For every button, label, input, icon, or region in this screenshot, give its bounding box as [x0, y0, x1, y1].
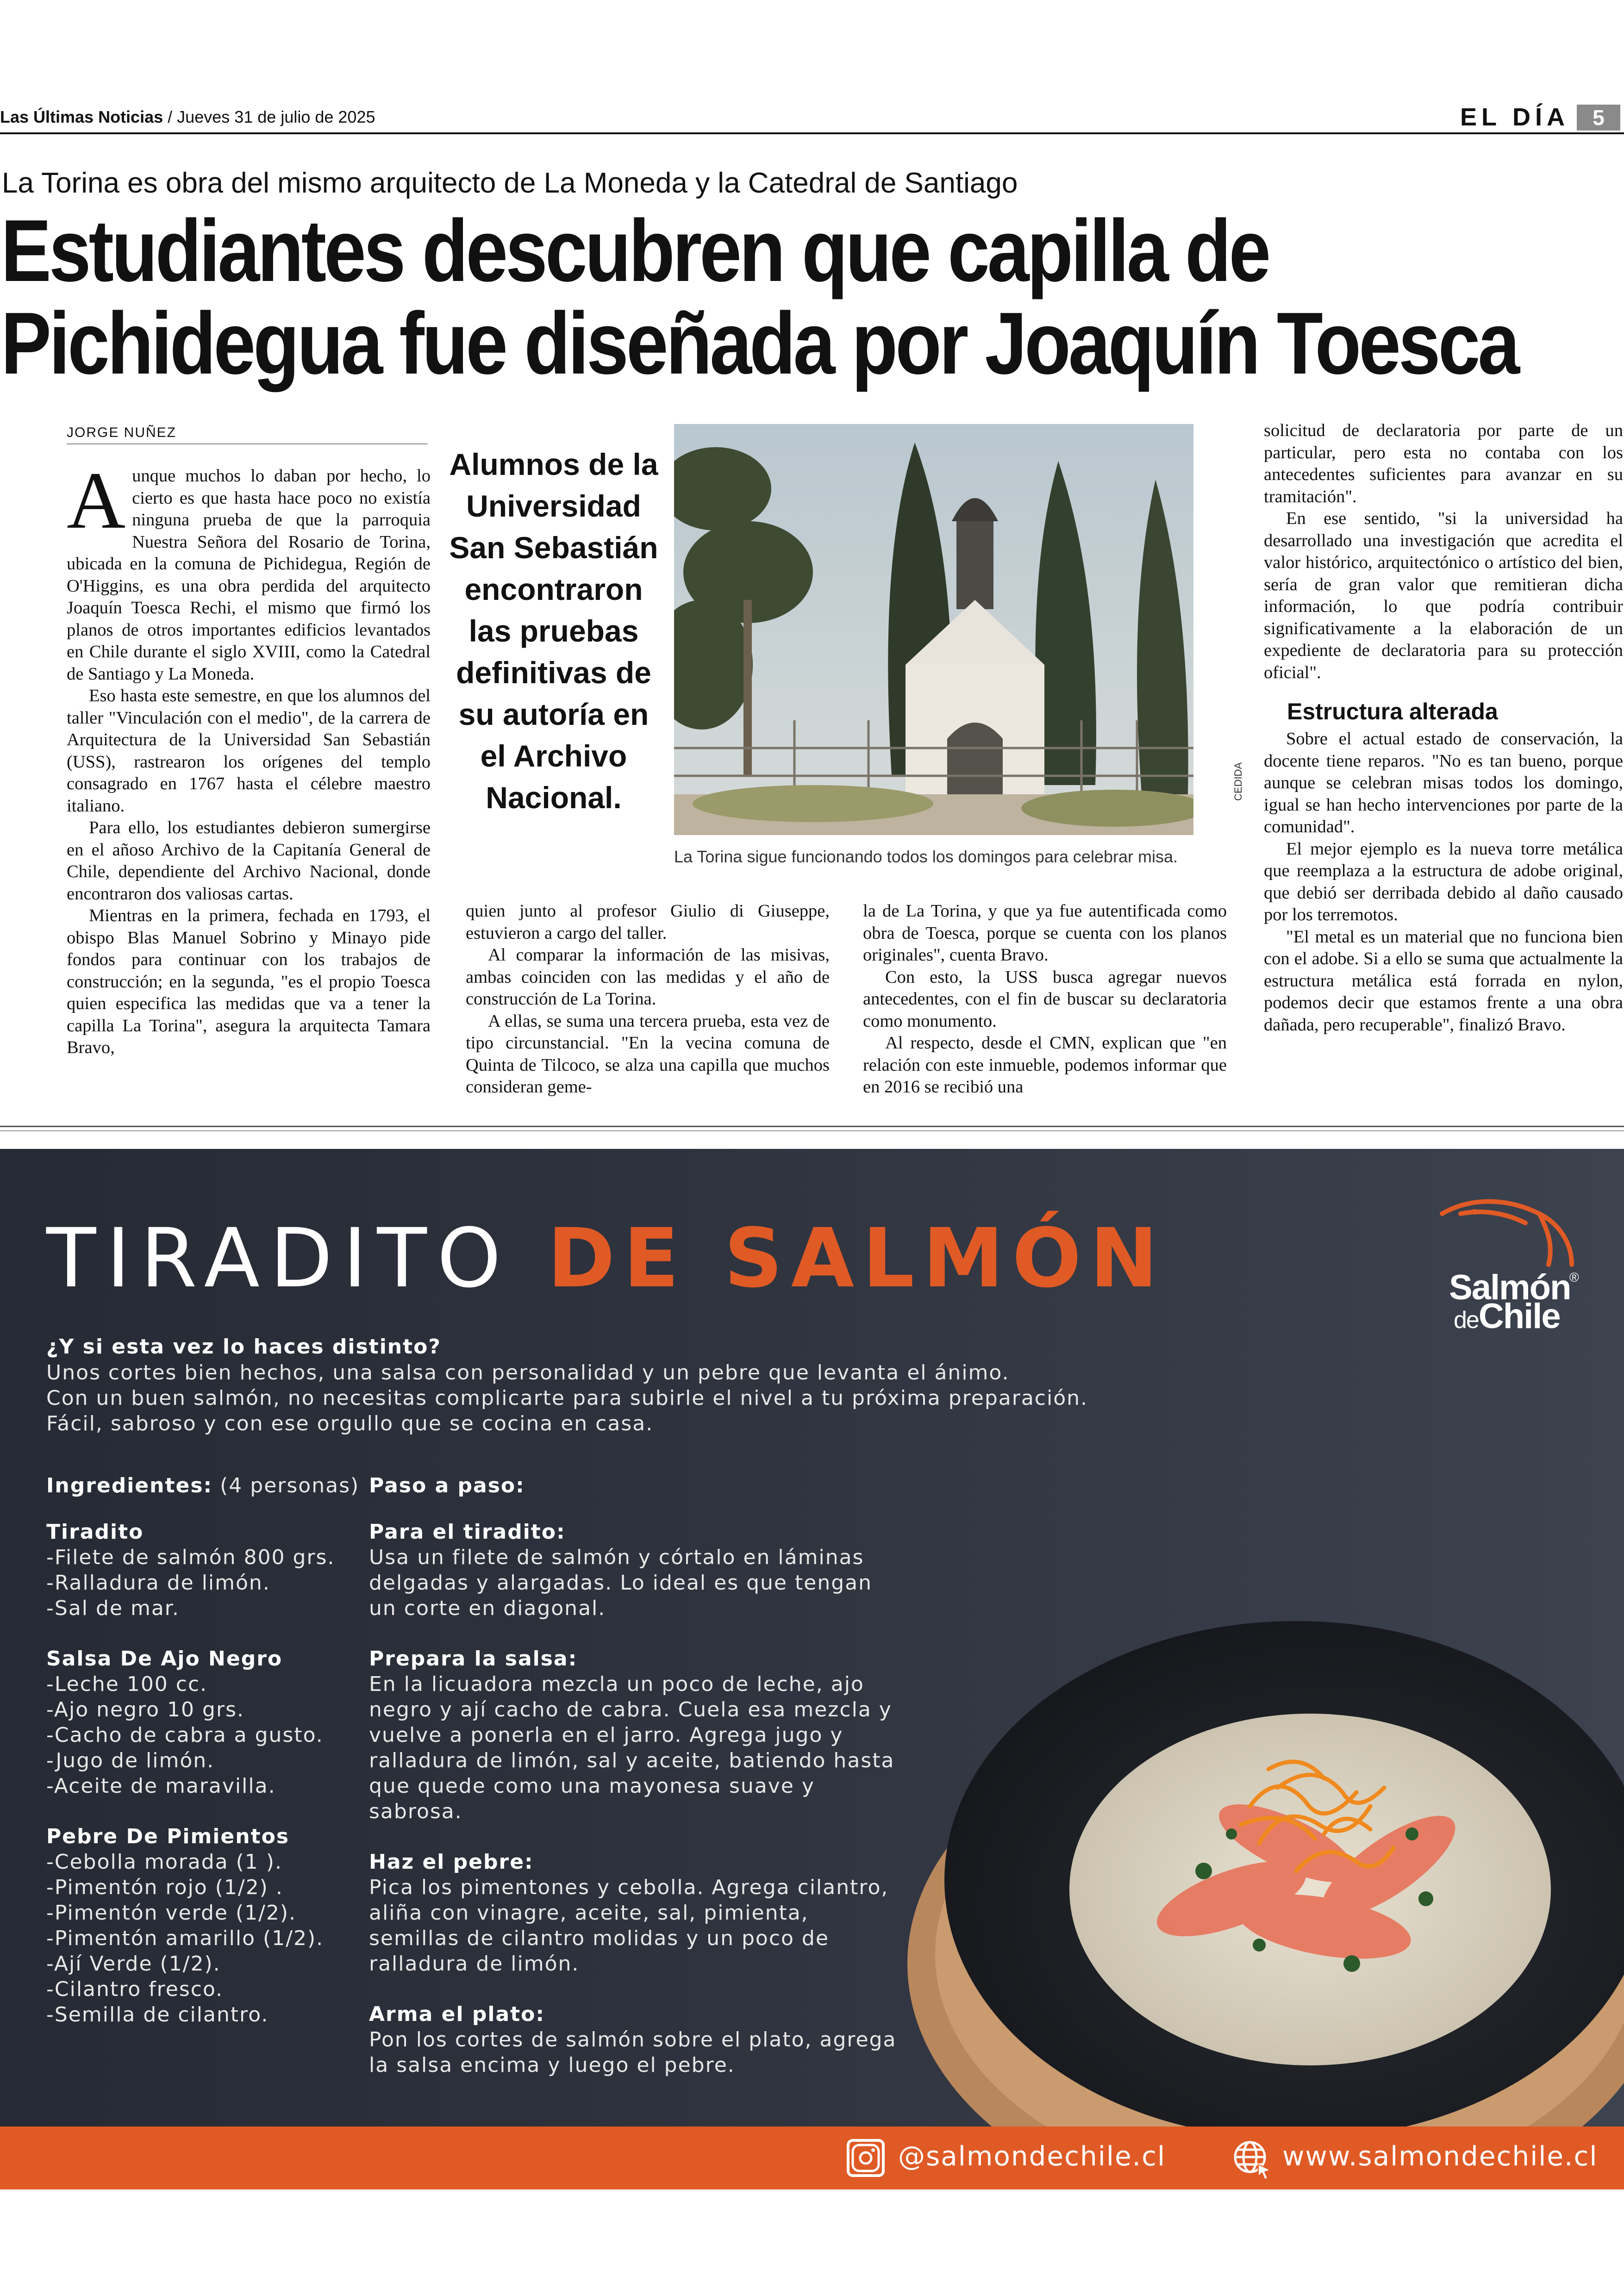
drop-cap: A — [67, 455, 126, 546]
step-text: En la licuadora mezcla un poco de leche, ajo negro y ají cacho de cabra. Cuela esa mezcla y vuelve a ponerla en el jarro. Agrega jugo y ralladura de limón, sal y aceite, batiendo hasta que quede como una mayonesa suave y sabrosa. — [369, 1672, 895, 1823]
kicker: La Torina es obra del mismo arquitecto de La Moneda y la Catedral de Santiago — [2, 167, 1018, 199]
article-paragraph: En ese sentido, "si la universidad ha desarrollado una investigación que acredita el valor histórico, arquitectónico o artístico del bien, sería de gran valor que remitieran dicha información, lo que podría contribuir significativamente a la elaboración de un expediente de declaratoria para su protección oficial". — [1264, 509, 1623, 682]
article-divider — [0, 1130, 1624, 1131]
paper-name: Las Últimas Noticias — [0, 107, 163, 126]
step — [369, 1849, 897, 1977]
ingredient-group — [46, 1646, 343, 1799]
ingredient-group-title: Tiradito — [46, 1520, 144, 1544]
ingredients-label: Ingredientes: — [46, 1474, 213, 1497]
photo-credit: CEDIDA — [1232, 762, 1244, 801]
ingredient-item: -Leche 100 cc. — [46, 1672, 208, 1696]
ingredient-item: -Semilla de cilantro. — [46, 2003, 269, 2027]
ingredient-group — [46, 1824, 343, 2027]
step-title: Para el tiradito: — [369, 1520, 566, 1544]
instagram-handle-link[interactable]: @salmondechile.cl — [898, 2140, 1166, 2172]
step — [369, 1519, 897, 1621]
steps-list — [369, 1519, 897, 2103]
subheading: Estructura alterada — [1287, 698, 1498, 724]
ad-intro-line: Con un buen salmón, no necesitas complicarte para subirle el nivel a tu próxima preparación. — [46, 1386, 1088, 1410]
ad-intro-line: Fácil, sabroso y con ese orgullo que se cocina en casa. — [46, 1412, 654, 1435]
step-text: Pon los cortes de salmón sobre el plato, agrega la salsa encima y luego el pebre. — [369, 2028, 897, 2077]
step-title: Arma el plato: — [369, 2002, 545, 2026]
article-column-4 — [1264, 420, 1623, 1036]
article-paragraph: Mientras en la primera, fechada en 1793, el obispo Blas Manuel Sobrino y Minayo pide fondos para continuar con los trabajos de construcción; en la segunda, "es el propio Toesca quien especifica las medidas que va a tener la capilla La Torina", asegura la arquitecta Tamara Bravo, — [67, 906, 431, 1057]
ad-intro — [46, 1360, 1111, 1436]
ingredient-group — [46, 1519, 343, 1621]
article-paragraph: "El metal es un material que no funciona bien con el adobe. Si a ello se suma que actualmente la estructura metálica está forrada en nylon, podemos decir que estamos frente a una obra dañada, pero recuperable", finalizó Bravo. — [1264, 927, 1623, 1035]
step-text: Pica los pimentones y cebolla. Agrega cilantro, aliña con vinagre, aceite, sal, pimienta, semillas de cilantro molidas y un poco de ralladura de limón. — [369, 1876, 889, 1976]
step-title: Haz el pebre: — [369, 1850, 534, 1874]
ad-question: ¿Y si esta vez lo haces distinto? — [46, 1335, 441, 1359]
ingredient-item: -Pimentón rojo (1/2) . — [46, 1876, 283, 1899]
step — [369, 2002, 897, 2078]
church-photo — [674, 424, 1193, 835]
ingredient-item: -Aceite de maravilla. — [46, 1774, 276, 1798]
step-title: Prepara la salsa: — [369, 1647, 578, 1671]
ingredient-item: -Sal de mar. — [46, 1597, 180, 1620]
website-link[interactable]: www.salmondechile.cl — [1282, 2140, 1598, 2172]
ingredient-item: -Ajo negro 10 grs. — [46, 1698, 244, 1721]
pull-quote: Alumnos de la Universidad San Sebastián encontraron las pruebas definitivas de su autoría en el Archivo Nacional. — [449, 447, 658, 815]
instagram-icon — [845, 2138, 886, 2178]
article-paragraph: quien junto al profesor Giulio di Giuseppe, estuvieron a cargo del taller. — [466, 901, 830, 943]
article-paragraph: Al comparar la información de las misivas, ambas coinciden con las medidas y el año de construcción de La Torina. — [466, 945, 830, 1009]
article-paragraph: Con esto, la USS busca agregar nuevos antecedentes, con el fin de buscar su declaratoria como monumento. — [863, 967, 1227, 1031]
ingredient-group-title: Salsa De Ajo Negro — [46, 1647, 283, 1671]
step-text: Usa un filete de salmón y córtalo en láminas delgadas y alargadas. Lo ideal es que tengan un corte en diagonal. — [369, 1546, 872, 1620]
ingredient-item: -Filete de salmón 800 grs. — [46, 1546, 335, 1569]
ad-title-plain: TIRADITO — [46, 1211, 512, 1306]
header-rule — [0, 132, 1624, 134]
salmon-advertisement — [0, 1149, 1624, 2189]
issue-date: Jueves 31 de julio de 2025 — [177, 107, 375, 126]
steps-heading: Paso a paso: — [369, 1474, 525, 1497]
logo-wordmark-line-2: deChile — [1454, 1297, 1560, 1336]
ingredient-item: -Ají Verde (1/2). — [46, 1952, 221, 1976]
masthead-separator: / — [168, 107, 173, 126]
ingredients-list — [46, 1519, 343, 2052]
servings: (4 personas) — [220, 1474, 360, 1497]
ingredient-item: -Pimentón verde (1/2). — [46, 1901, 297, 1925]
photo-caption: La Torina sigue funcionando todos los domingos para celebrar misa. — [674, 847, 1178, 866]
page-number: 5 — [1577, 105, 1620, 131]
ingredient-item: -Jugo de limón. — [46, 1749, 215, 1772]
article-paragraph: solicitud de declaratoria por parte de un particular, pero esta no contaba con los antecedentes suficientes para avanzar en su tramitación". — [1264, 421, 1623, 506]
logo-wordmark-line-1: Salmón — [1449, 1268, 1571, 1307]
headline-line-2: Pichidegua fue diseñada por Joaquín Toesca — [1, 294, 1518, 393]
article-paragraph: Eso hasta este semestre, en que los alumnos del taller "Vinculación con el medio", de la carrera de Arquitectura de la Universidad San Sebastián (USS), rastrearon los orígenes del templo consagrado en 1767 hasta el célebre maestro italiano. — [67, 686, 431, 816]
ingredient-item: -Cacho de cabra a gusto. — [46, 1723, 324, 1747]
article-column-2 — [466, 900, 830, 1098]
article-paragraph: Al respecto, desde el CMN, explican que "en relación con este inmueble, podemos informar que en 2016 se recibió una — [863, 1033, 1227, 1097]
article-paragraph: A ellas, se suma una tercera prueba, esta vez de tipo circunstancial. "En la vecina comuna de Quinta de Tilcoco, se alza una capilla que muchos consideran geme- — [466, 1011, 830, 1097]
article-paragraph: la de La Torina, y que ya fue autentificada como obra de Toesca, porque se cuenta con los planos originales", cuenta Bravo. — [863, 901, 1227, 965]
globe-icon — [1231, 2138, 1274, 2180]
article-column-3 — [863, 900, 1227, 1098]
article-paragraph: Sobre el actual estado de conservación, la docente tiene reparos. "No es tan bueno, porque aunque se celebran misas todos los domingo, igual se han hecho intervenciones por parte de la comunidad". — [1264, 729, 1623, 836]
step — [369, 1646, 897, 1824]
byline: JORGE NUÑEZ — [67, 425, 428, 444]
ad-title — [46, 1211, 1166, 1306]
article-paragraph: Para ello, los estudiantes debieron sumergirse en el añoso Archivo de la Capitanía General de Chile, dependiente del Archivo Nacional, donde encontraron dos valiosas cartas. — [67, 818, 431, 904]
ingredient-item: -Cilantro fresco. — [46, 1977, 224, 2001]
headline — [1, 202, 1518, 393]
article-paragraph: Aunque muchos lo daban por hecho, lo cierto es que hasta hace poco no existía ninguna prueba de que la parroquia Nuestra Señora del Rosario de Torina, ubicada en la comuna de Pichidegua, Región de O'Higgins, es una obra perdida del arquitecto Joaquín Toesca Rechi, el mismo que firmó los planos de otros importantes edificios levantados en Chile durante el siglo XVIII, como la Catedral de Santiago y La Moneda. — [67, 455, 431, 684]
article-divider — [0, 1126, 1624, 1127]
ingredient-item: -Pimentón amarillo (1/2). — [46, 1927, 324, 1950]
masthead — [0, 107, 375, 127]
ad-title-accent: DE SALMÓN — [547, 1211, 1167, 1306]
tiradito-dish-photo — [880, 1547, 1624, 2189]
logo-registered-mark: ® — [1569, 1270, 1579, 1285]
ingredient-item: -Cebolla morada (1 ). — [46, 1850, 282, 1874]
ingredient-item: -Ralladura de limón. — [46, 1571, 270, 1595]
headline-line-1: Estudiantes descubren que capilla de — [1, 202, 1269, 300]
ingredient-group-title: Pebre De Pimientos — [46, 1825, 290, 1848]
section-label: EL DÍA — [1460, 103, 1569, 131]
ingredients-heading — [46, 1473, 359, 1498]
article-paragraph: El mejor ejemplo es la nueva torre metálica que reemplaza a la estructura de adobe original, que debió ser derribada debido al daño causado por los terremotos. — [1264, 839, 1623, 924]
article-column-1 — [67, 455, 431, 1059]
ad-intro-line: Unos cortes bien hechos, una salsa con personalidad y un pebre que levanta el ánimo. — [46, 1361, 1010, 1384]
